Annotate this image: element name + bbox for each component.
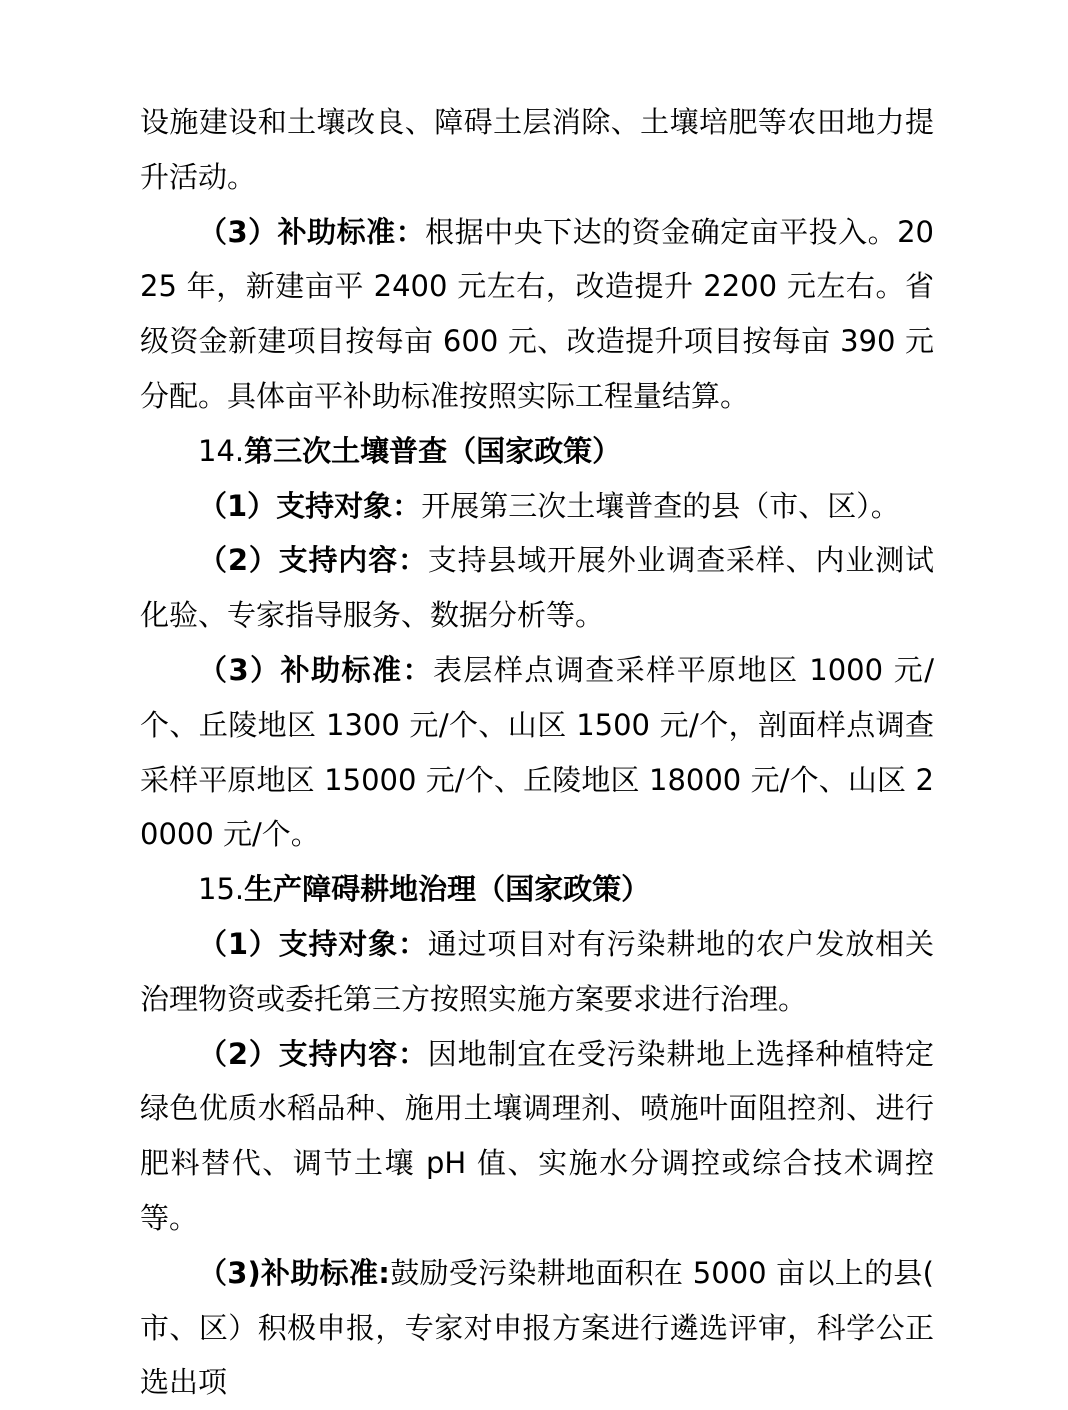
paragraph-label: （1）支持对象： xyxy=(198,926,428,961)
paragraph-13-subsidy-standard xyxy=(140,205,934,424)
paragraph-continuation xyxy=(140,95,934,205)
section-title: 生产障碍耕地治理（国家政策） xyxy=(244,872,651,907)
paragraph-label: （2）支持内容： xyxy=(198,543,428,578)
body-text: 因地制宜在受污染耕地上选择种植特定绿色优质水稻品种、施用土壤调理剂、喷施叶面阻控剂、进行肥料替代、调节土壤 pH 值、实施水分调控或综合技术调控等。 xyxy=(140,1036,934,1235)
paragraph-15-support-target xyxy=(140,917,934,1027)
paragraph-label: （2）支持内容： xyxy=(198,1036,428,1071)
paragraph-label: （1）支持对象： xyxy=(198,488,422,523)
section-number: 14. xyxy=(198,433,245,468)
paragraph-label: （3）补助标准： xyxy=(198,214,426,249)
body-text: 表层样点调查采样平原地区 1000 元/个、丘陵地区 1300 元/个、山区 1500 元/个，剖面样点调查采样平原地区 15000 元/个、丘陵地区 18000 元/个、山区 20000 元/个。 xyxy=(140,652,934,852)
section-title: 第三次土壤普查（国家政策） xyxy=(244,433,622,468)
paragraph-14-support-target xyxy=(140,479,934,534)
paragraph-label: （3）补助标准： xyxy=(198,652,433,687)
paragraph-15-support-content xyxy=(140,1027,934,1246)
paragraph-14-subsidy-standard xyxy=(140,643,934,862)
section-heading-15 xyxy=(140,862,934,917)
body-text: 开展第三次土壤普查的县（市、区）。 xyxy=(421,488,900,523)
body-text: 鼓励受污染耕地面积在 5000 亩以上的县( 市、区）积极申报，专家对申报方案进行遴选评审，科学公正选出项 xyxy=(140,1255,934,1400)
section-heading-14 xyxy=(140,424,934,479)
body-text: 通过项目对有污染耕地的农户发放相关治理物资或委托第三方按照实施方案要求进行治理。 xyxy=(140,926,934,1016)
document-page xyxy=(140,95,934,1410)
paragraph-14-support-content xyxy=(140,533,934,643)
paragraph-label: （3)补助标准: xyxy=(198,1255,390,1290)
body-text: 支持县域开展外业调查采样、内业测试化验、专家指导服务、数据分析等。 xyxy=(140,543,934,633)
paragraph-15-subsidy-standard xyxy=(140,1246,934,1410)
body-text: 设施建设和土壤改良、障碍土层消除、土壤培肥等农田地力提升活动。 xyxy=(140,105,934,194)
section-number: 15. xyxy=(198,872,245,907)
body-text: 根据中央下达的资金确定亩平投入。2025 年，新建亩平 2400 元左右，改造提升 2200 元左右。省级资金新建项目按每亩 600 元、改造提升项目按每亩 390 元分配。具体亩平补助标准按照实际工程量结算。 xyxy=(140,214,934,413)
